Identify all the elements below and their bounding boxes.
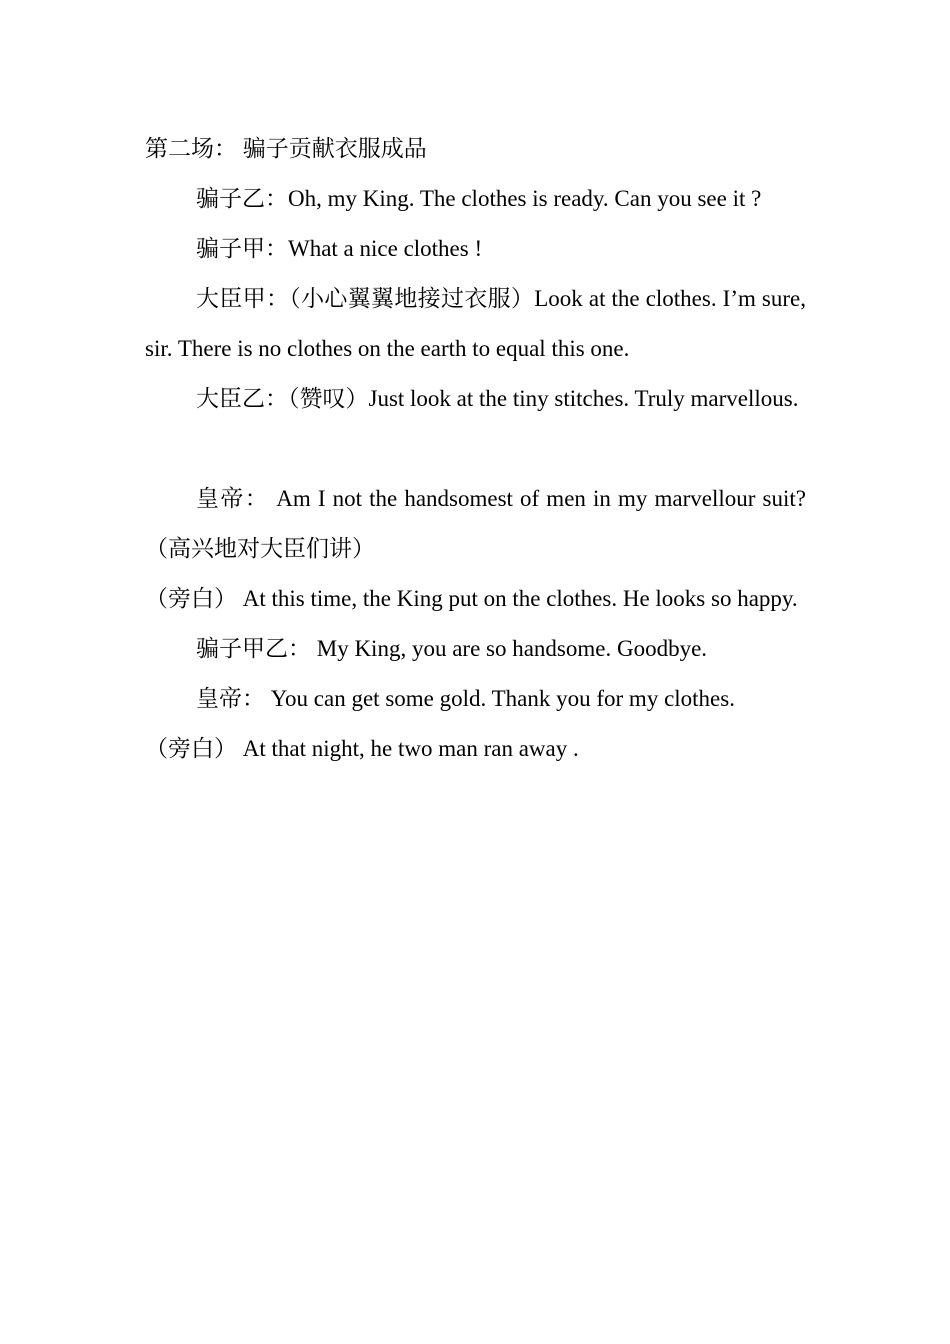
scene-heading: 第二场： 骗子贡献衣服成品 [145, 136, 427, 161]
blank-line [145, 424, 806, 474]
dialogue-emperor-2: 皇帝： You can get some gold. Thank you for my clothes. [196, 686, 735, 711]
dialogue-minister-a: 大臣甲：（小心翼翼地接过衣服）Look at the clothes. I’m sure, sir. There is no clothes on the earth to equal this one. [145, 286, 806, 361]
dialogue-swindlers-both: 骗子甲乙： My King, you are so handsome. Goodbye. [196, 636, 708, 661]
dialogue-emperor-1: 皇帝： Am I not the handsomest of men in my marvellour suit?（高兴地对大臣们讲） [145, 486, 806, 561]
dialogue-swindler-a: 骗子甲：What a nice clothes ! [196, 236, 483, 261]
document-body [145, 124, 806, 774]
narration-1: （旁白） At this time, the King put on the clothes. He looks so happy. [145, 586, 798, 611]
narration-2: （旁白） At that night, he two man ran away . [145, 736, 579, 761]
dialogue-minister-b: 大臣乙：（赞叹）Just look at the tiny stitches. Truly marvellous. [196, 386, 799, 411]
dialogue-swindler-b: 骗子乙：Oh, my King. The clothes is ready. Can you see it ? [196, 186, 762, 211]
